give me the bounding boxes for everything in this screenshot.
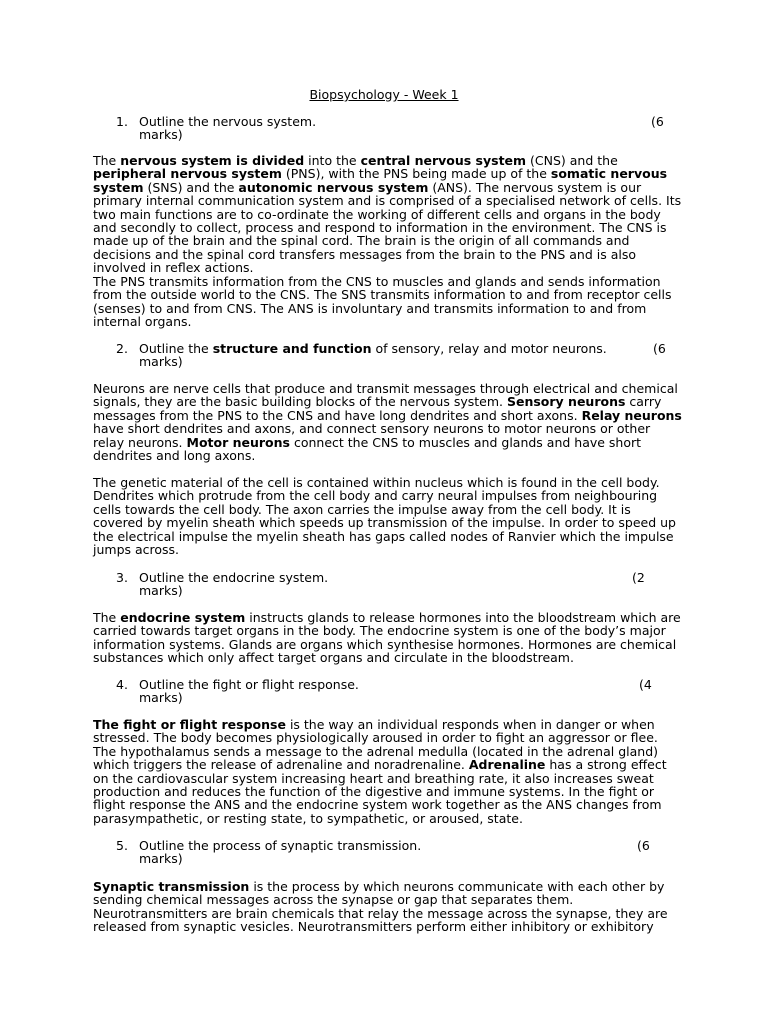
- text-run: (SNS) and the: [143, 179, 239, 195]
- question-marks: (6: [637, 838, 650, 853]
- bold-term: autonomic nervous system: [238, 179, 429, 195]
- text-run: is the way an individual responds when in danger or when stressed. The body becomes physiologically aroused in order to fight an aggressor or flee. The hypothalamus sends a message to the adrenal medulla (located in the adrenal gland) which triggers the release of adrenaline and noradrenaline.: [93, 717, 659, 773]
- question-marks: (6: [651, 114, 664, 129]
- text-run: (ANS). The nervous system is our primary internal communication system and is comprised of a specialised network of cells. Its two main functions are to co-ordinate the working of different cells and organs in the body and secondly to collect, process and respond to information in the environment. The CNS is made up of the brain and the spinal cord. The brain is the origin of all commands and decisions and the spinal cord transfers messages from the brain to the PNS and is also involved in reflex actions.: [93, 179, 682, 276]
- bold-term: structure and function: [212, 341, 372, 356]
- question-marks-suffix: marks): [139, 354, 183, 370]
- question-marks-suffix: marks): [139, 690, 183, 706]
- bold-term: Sensory neurons: [506, 394, 626, 410]
- text-run: The: [93, 610, 121, 625]
- question-marks-suffix: marks): [139, 127, 183, 143]
- answer-paragraph: [93, 382, 683, 462]
- answer-paragraph: [93, 718, 683, 825]
- text-run: Neurons are nerve cells that produce and transmit messages through electrical and chemical signals, they are the basic building blocks of the nervous system.: [93, 381, 678, 410]
- question-text: Outline the fight or flight response.: [139, 677, 359, 692]
- bold-term: nervous system is divided: [120, 153, 305, 168]
- question-text: Outline the nervous system.: [139, 114, 317, 129]
- answer-paragraph: [93, 275, 683, 329]
- question-number: 4.: [116, 677, 128, 692]
- text-run: instructs glands to release hormones into the bloodstream which are carried towards target organs in the body. The endocrine system is one of the body’s major information systems. Glands are organs which synthesise hormones. Hormones are chemical substances which only affect target organs and circulate in the bloodstream.: [93, 610, 681, 666]
- bold-term: central nervous system: [360, 153, 527, 168]
- text-run: The: [93, 153, 121, 168]
- text-run: has a strong effect on the cardiovascular system increasing heart and breathing rate, it also increases sweat production and reduces the function of the digestive and immune systems. In the fight or flight response the ANS and the endocrine system work together as the ANS changes from parasympathetic, or resting state, to sympathetic, or aroused, state.: [93, 757, 667, 826]
- text-run: Outline the: [139, 341, 213, 356]
- text-run: into the: [304, 153, 361, 168]
- page-title: Biopsychology - Week 1: [309, 87, 459, 102]
- text-run: carry messages from the PNS to the CNS and have long dendrites and short axons.: [93, 394, 662, 423]
- text-run: The genetic material of the cell is contained within nucleus which is found in the cell body. Dendrites which protrude from the cell body and carry neural impulses from neighbouring cells towards the cell body. The axon carries the impulse away from the cell body. It is covered by myelin sheath which speeds up transmission of the impulse. In order to speed up the electrical impulse the myelin sheath has gaps called nodes of Ranvier which the impulse jumps across.: [93, 475, 676, 558]
- question-text: [139, 342, 607, 355]
- question-number: 5.: [116, 838, 128, 853]
- bold-term: somatic nervous system: [93, 166, 668, 195]
- text-run: (PNS), with the PNS being made up of the: [281, 166, 551, 182]
- answer-paragraph: [93, 476, 683, 556]
- bold-term: Adrenaline: [468, 757, 546, 773]
- answer-paragraph: [93, 611, 683, 665]
- question-number: 1.: [116, 114, 128, 129]
- text-run: of sensory, relay and motor neurons.: [371, 341, 607, 356]
- text-run: (CNS) and the: [526, 153, 618, 168]
- question-marks: (4: [639, 677, 652, 692]
- question-number: 2.: [116, 341, 128, 356]
- bold-term: Synaptic transmission: [93, 879, 250, 894]
- bold-term: peripheral nervous system: [93, 166, 282, 182]
- question-number: 3.: [116, 570, 128, 585]
- question-marks: (2: [632, 570, 645, 585]
- text-run: have short dendrites and axons, and connect sensory neurons to motor neurons or other relay neurons.: [93, 421, 651, 450]
- question-marks-suffix: marks): [139, 583, 183, 599]
- text-run: connect the CNS to muscles and glands and have short dendrites and long axons.: [93, 434, 642, 464]
- answer-paragraph: [93, 880, 683, 934]
- question-marks-suffix: marks): [139, 851, 183, 867]
- question-marks: (6: [653, 341, 666, 356]
- question-text: Outline the endocrine system.: [139, 570, 329, 585]
- bold-term: Relay neurons: [581, 407, 682, 423]
- text-run: is the process by which neurons communicate with each other by sending chemical messages across the synapse or gap that separates them. Neurotransmitters are brain chemicals that relay the message across the synapse, they are released from synaptic vesicles. Neurotransmitters perform either inhibitory or exhibitory: [93, 879, 668, 935]
- text-run: The PNS transmits information from the CNS to muscles and glands and sends information from the outside world to the CNS. The SNS transmits information to and from receptor cells (senses) to and from CNS. The ANS is involuntary and transmits information to and from internal organs.: [93, 274, 672, 330]
- question-text: Outline the process of synaptic transmission.: [139, 838, 422, 853]
- answer-paragraph: [93, 154, 683, 275]
- bold-term: The fight or flight response: [93, 717, 286, 732]
- bold-term: endocrine system: [120, 610, 246, 625]
- bold-term: Motor neurons: [186, 434, 290, 450]
